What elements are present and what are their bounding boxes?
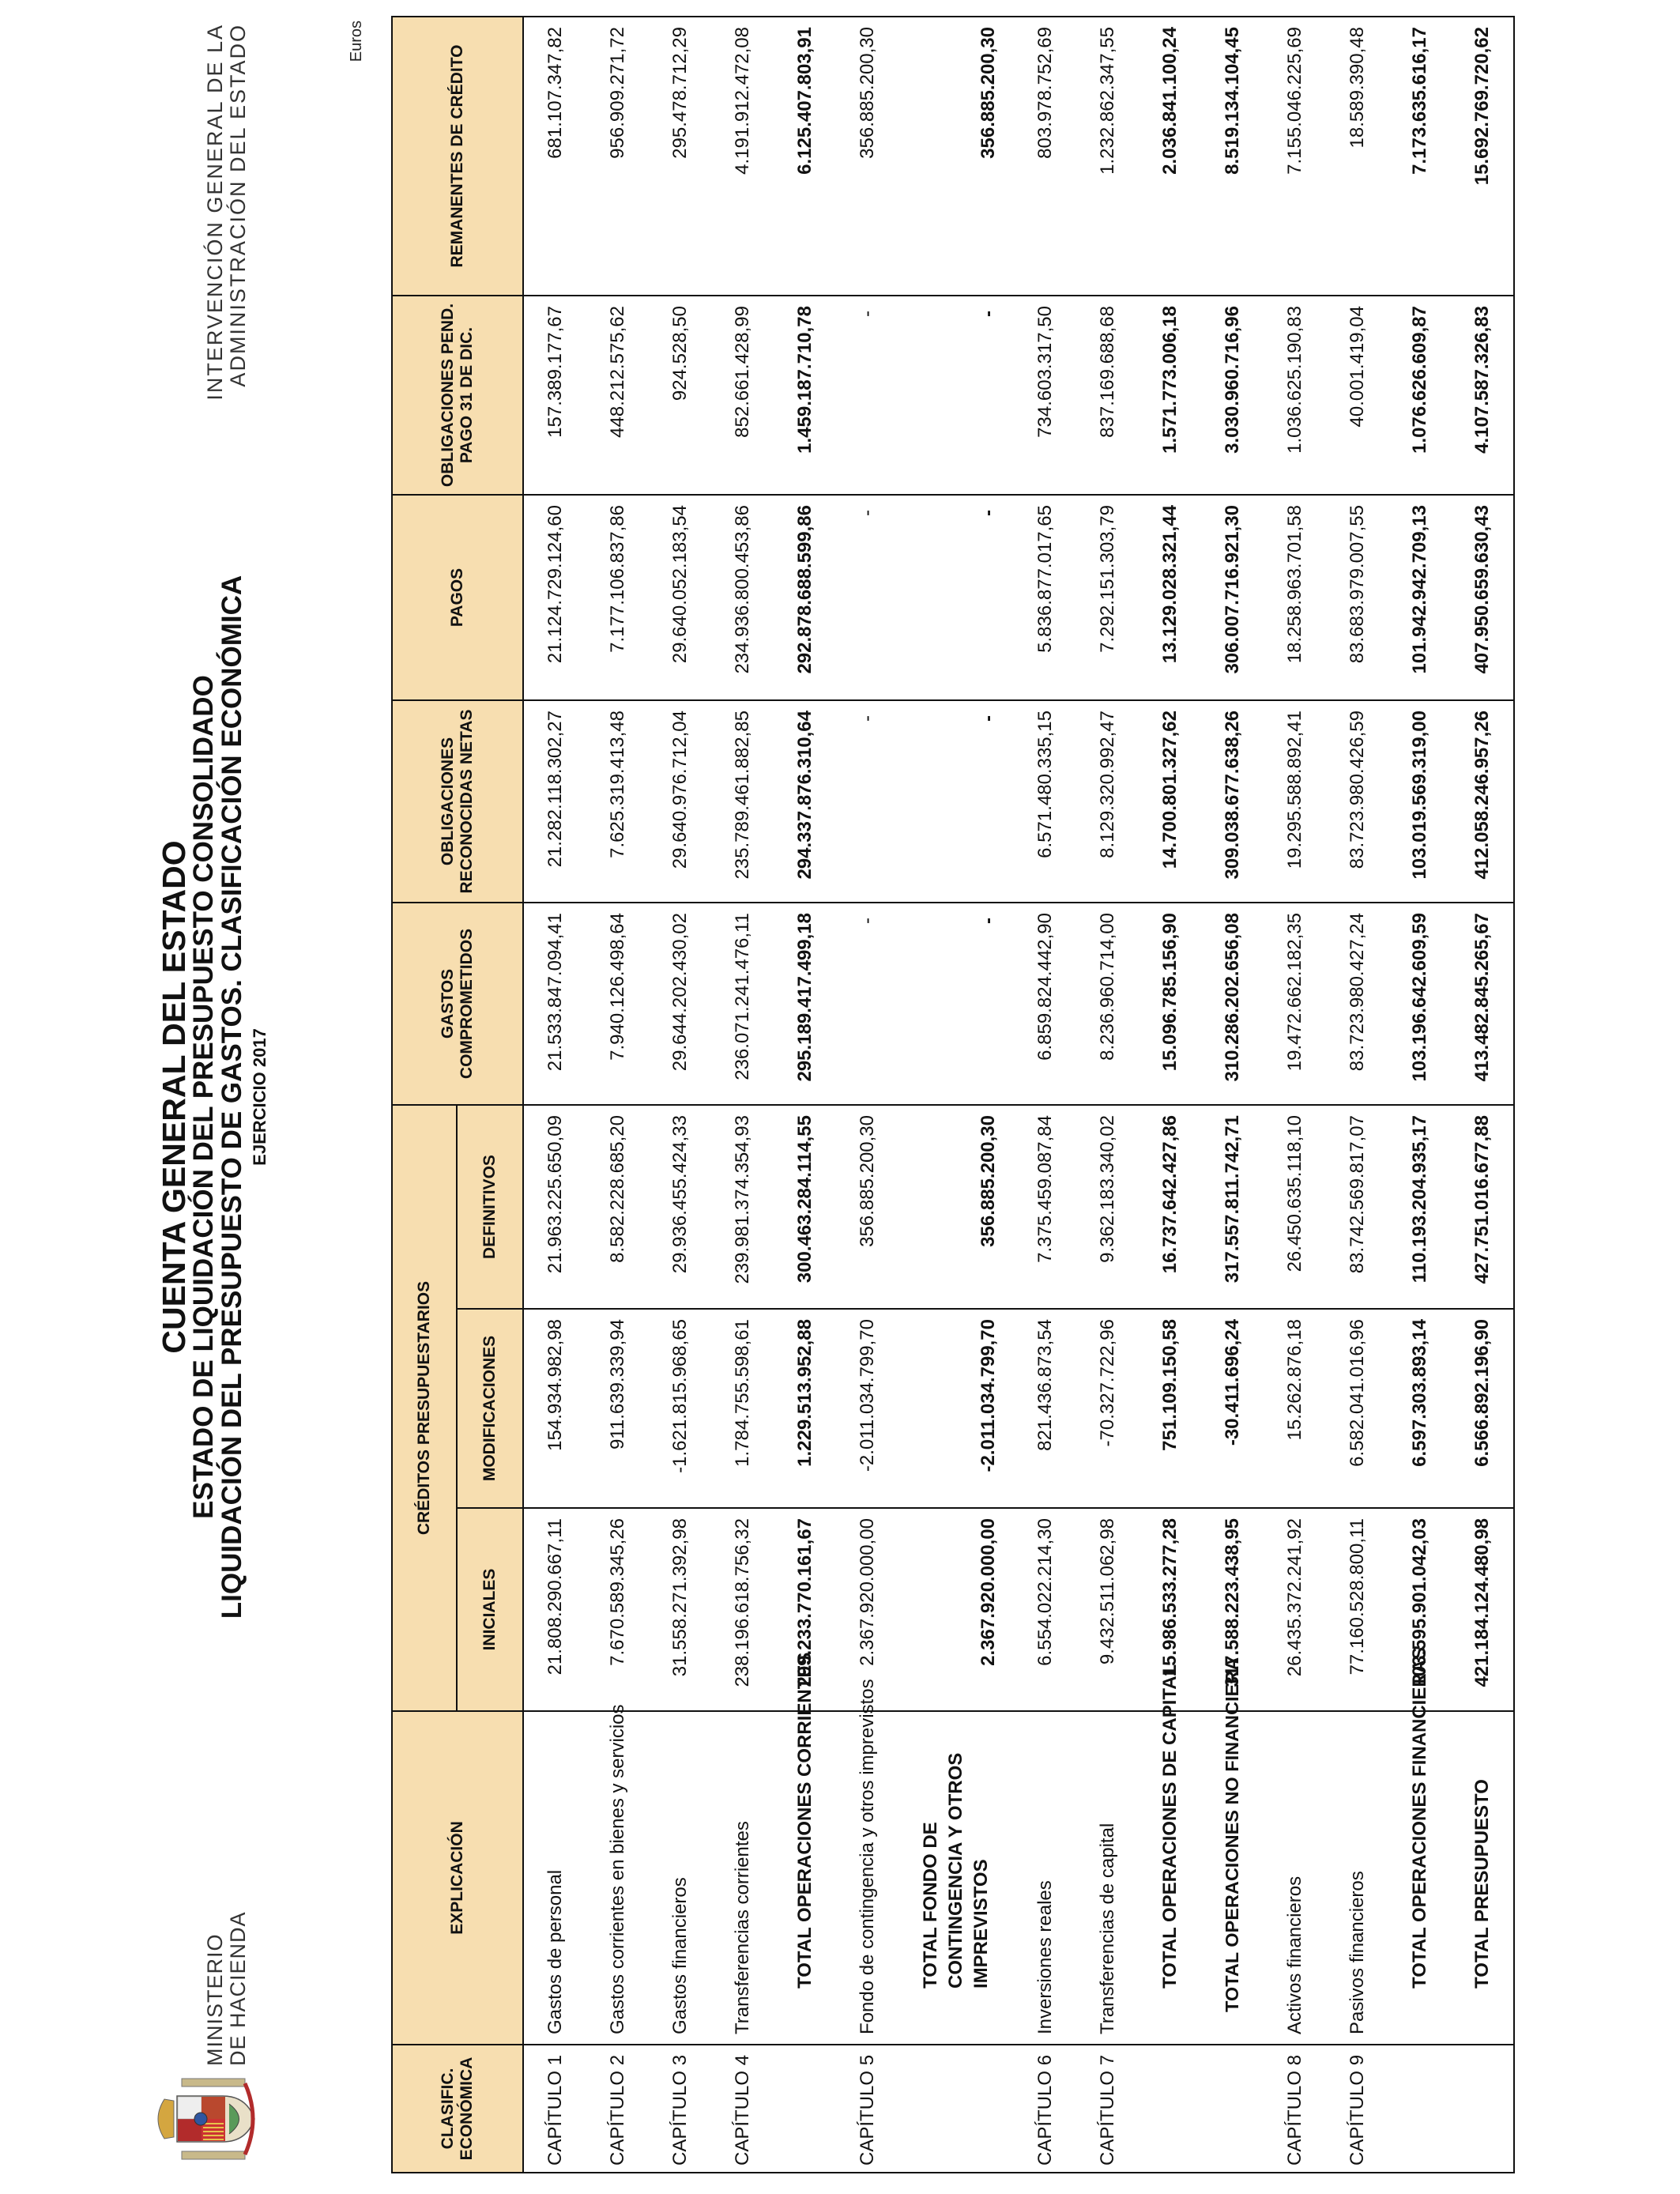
cell-iniciales: 9.432.511.062,98 <box>1076 1508 1139 1711</box>
cell-obligaciones-pendientes: - <box>898 296 1014 495</box>
cell-explicacion: Gastos corrientes en bienes y servicios <box>586 1711 649 2045</box>
cell-iniciales: 21.808.290.667,11 <box>523 1508 586 1711</box>
cell-capitulo <box>898 2045 1014 2173</box>
cell-pagos: - <box>836 495 898 700</box>
cell-obligaciones-reconocidas: 235.789.461.882,85 <box>711 700 774 903</box>
header-remanentes: REMANENTES DE CRÉDITO <box>392 17 523 296</box>
cell-capitulo: CAPÍTULO 8 <box>1264 2045 1326 2173</box>
cell-remanentes: 681.107.347,82 <box>523 17 586 296</box>
header-gastos: GASTOS COMPROMETIDOS <box>392 903 523 1105</box>
cell-obligaciones-reconocidas: 29.640.976.712,04 <box>649 700 711 903</box>
title-liquidacion-gastos: LIQUIDACIÓN DEL PRESUPUESTO DE GASTOS. CLASIFICACIÓN ECONÓMICA <box>217 575 247 1619</box>
cell-obligaciones-reconocidas: 14.700.801.327,62 <box>1139 700 1201 903</box>
header-obligaciones: OBLIGACIONES RECONOCIDAS NETAS <box>392 700 523 903</box>
cell-iniciales: 317.588.223.438,95 <box>1201 1508 1264 1711</box>
cell-capitulo: CAPÍTULO 7 <box>1076 2045 1139 2173</box>
cell-definitivos: 7.375.459.087,84 <box>1014 1105 1076 1309</box>
cell-modificaciones: -2.011.034.799,70 <box>836 1309 898 1508</box>
total-row <box>1388 17 1451 2173</box>
units-label: Euros <box>348 21 365 62</box>
cell-definitivos: 9.362.183.340,02 <box>1076 1105 1139 1309</box>
cell-obligaciones-reconocidas: 103.019.569.319,00 <box>1388 700 1451 903</box>
cell-remanentes: 18.589.390,48 <box>1326 17 1388 296</box>
cell-iniciales: 421.184.124.480,98 <box>1451 1508 1514 1711</box>
cell-gastos-comprometidos: 6.859.824.442,90 <box>1014 903 1076 1105</box>
cell-remanentes: 7.173.635.616,17 <box>1388 17 1451 296</box>
cell-remanentes: 1.232.862.347,55 <box>1076 17 1139 296</box>
cell-iniciales: 7.670.589.345,26 <box>586 1508 649 1711</box>
cell-gastos-comprometidos: 103.196.642.609,59 <box>1388 903 1451 1105</box>
cell-definitivos: 26.450.635.118,10 <box>1264 1105 1326 1309</box>
cell-obligaciones-reconocidas: 19.295.588.892,41 <box>1264 700 1326 903</box>
header-modificaciones: MODIFICACIONES <box>457 1309 523 1508</box>
cell-modificaciones: 751.109.150,58 <box>1139 1309 1201 1508</box>
header-pendientes: OBLIGACIONES PEND. PAGO 31 DE DIC. <box>392 296 523 495</box>
cell-gastos-comprometidos: 295.189.417.499,18 <box>774 903 836 1105</box>
cell-modificaciones: 15.262.876,18 <box>1264 1309 1326 1508</box>
table-row <box>586 17 649 2173</box>
cell-obligaciones-pendientes: 4.107.587.326,83 <box>1451 296 1514 495</box>
cell-iniciales: 6.554.022.214,30 <box>1014 1508 1076 1711</box>
cell-pagos: 29.640.052.183,54 <box>649 495 711 700</box>
cell-definitivos: 16.737.642.427,86 <box>1139 1105 1201 1309</box>
cell-obligaciones-pendientes: 852.661.428,99 <box>711 296 774 495</box>
cell-definitivos: 8.582.228.685,20 <box>586 1105 649 1309</box>
cell-gastos-comprometidos: 21.533.847.094,41 <box>523 903 586 1105</box>
cell-explicacion: Transferencias de capital <box>1076 1711 1139 2045</box>
cell-capitulo: CAPÍTULO 2 <box>586 2045 649 2173</box>
cell-definitivos: 239.981.374.354,93 <box>711 1105 774 1309</box>
cell-iniciales: 77.160.528.800,11 <box>1326 1508 1388 1711</box>
cell-remanentes: 7.155.046.225,69 <box>1264 17 1326 296</box>
header-clasif: CLASIFIC. ECONÓMICA <box>392 2045 523 2173</box>
table-row <box>1014 17 1076 2173</box>
cell-obligaciones-reconocidas: - <box>836 700 898 903</box>
cell-obligaciones-pendientes: 1.076.626.609,87 <box>1388 296 1451 495</box>
cell-obligaciones-reconocidas: 6.571.480.335,15 <box>1014 700 1076 903</box>
cell-pagos: 7.292.151.303,79 <box>1076 495 1139 700</box>
agency-name <box>204 24 250 401</box>
cell-iniciales: 2.367.920.000,00 <box>836 1508 898 1711</box>
cell-explicacion: TOTAL OPERACIONES NO FINANCIERA <box>1201 1711 1264 2045</box>
cell-remanentes: 956.909.271,72 <box>586 17 649 296</box>
cell-obligaciones-reconocidas: 294.337.876.310,64 <box>774 700 836 903</box>
cell-explicacion: TOTAL PRESUPUESTO <box>1451 1711 1514 2045</box>
cell-remanentes: 6.125.407.803,91 <box>774 17 836 296</box>
cell-remanentes: 356.885.200,30 <box>836 17 898 296</box>
cell-pagos: - <box>898 495 1014 700</box>
cell-pagos: 407.950.659.630,43 <box>1451 495 1514 700</box>
cell-modificaciones: 911.639.339,94 <box>586 1309 649 1508</box>
cell-remanentes: 356.885.200,30 <box>898 17 1014 296</box>
cell-modificaciones: 6.582.041.016,96 <box>1326 1309 1388 1508</box>
cell-remanentes: 4.191.912.472,08 <box>711 17 774 296</box>
header-definitivos: DEFINITIVOS <box>457 1105 523 1309</box>
cell-pagos: 18.258.963.701,58 <box>1264 495 1326 700</box>
cell-remanentes: 295.478.712,29 <box>649 17 711 296</box>
cell-gastos-comprometidos: 413.482.845.265,67 <box>1451 903 1514 1105</box>
cell-modificaciones: 821.436.873,54 <box>1014 1309 1076 1508</box>
cell-capitulo <box>1139 2045 1201 2173</box>
cell-pagos: 7.177.106.837,86 <box>586 495 649 700</box>
cell-definitivos: 427.751.016.677,88 <box>1451 1105 1514 1309</box>
cell-obligaciones-pendientes: 448.212.575,62 <box>586 296 649 495</box>
cell-explicacion: Gastos de personal <box>523 1711 586 2045</box>
cell-capitulo <box>774 2045 836 2173</box>
total-row <box>898 17 1014 2173</box>
cell-definitivos: 29.936.455.424,33 <box>649 1105 711 1309</box>
cell-pagos: 292.878.688.599,86 <box>774 495 836 700</box>
budget-table-body <box>523 17 1514 2173</box>
agency-line-2: ADMINISTRACIÓN DEL ESTADO <box>226 24 250 387</box>
cell-modificaciones: -1.621.815.968,65 <box>649 1309 711 1508</box>
total-row <box>1451 17 1514 2173</box>
cell-obligaciones-pendientes: 40.001.419,04 <box>1326 296 1388 495</box>
cell-obligaciones-pendientes: 734.603.317,50 <box>1014 296 1076 495</box>
cell-remanentes: 15.692.769.720,62 <box>1451 17 1514 296</box>
cell-capitulo: CAPÍTULO 1 <box>523 2045 586 2173</box>
cell-obligaciones-reconocidas: 309.038.677.638,26 <box>1201 700 1264 903</box>
cell-modificaciones: 1.229.513.952,88 <box>774 1309 836 1508</box>
cell-iniciales: 31.558.271.392,98 <box>649 1508 711 1711</box>
title-estado-liquidacion: ESTADO DE LIQUIDACIÓN DEL PRESUPUESTO CONSOLIDADO <box>188 675 219 1519</box>
cell-remanentes: 8.519.134.104,45 <box>1201 17 1264 296</box>
total-row <box>774 17 836 2173</box>
cell-pagos: 21.124.729.124,60 <box>523 495 586 700</box>
cell-iniciales: 299.233.770.161,67 <box>774 1508 836 1711</box>
cell-definitivos: 356.885.200,30 <box>898 1105 1014 1309</box>
cell-gastos-comprometidos: 236.071.241.476,11 <box>711 903 774 1105</box>
cell-obligaciones-pendientes: 3.030.960.716,96 <box>1201 296 1264 495</box>
title-cuenta-general: CUENTA GENERAL DEL ESTADO <box>156 840 192 1354</box>
total-row <box>1139 17 1201 2173</box>
cell-gastos-comprometidos: 15.096.785.156,90 <box>1139 903 1201 1105</box>
cell-explicacion: TOTAL OPERACIONES DE CAPITAL <box>1139 1711 1201 2045</box>
table-row <box>711 17 774 2173</box>
cell-explicacion: TOTAL FONDO DE CONTINGENCIA Y OTROS IMPREVISTOS <box>898 1711 1014 2045</box>
cell-capitulo: CAPÍTULO 3 <box>649 2045 711 2173</box>
cell-obligaciones-pendientes: 1.036.625.190,83 <box>1264 296 1326 495</box>
header-pagos: PAGOS <box>392 495 523 700</box>
cell-obligaciones-reconocidas: - <box>898 700 1014 903</box>
cell-explicacion: Activos financieros <box>1264 1711 1326 2045</box>
table-row <box>1326 17 1388 2173</box>
cell-explicacion: TOTAL OPERACIONES CORRIENTES <box>774 1711 836 2045</box>
cell-capitulo: CAPÍTULO 9 <box>1326 2045 1388 2173</box>
title-ejercicio: EJERCICIO 2017 <box>250 1028 269 1166</box>
cell-gastos-comprometidos: - <box>898 903 1014 1105</box>
cell-obligaciones-reconocidas: 7.625.319.413,48 <box>586 700 649 903</box>
header-iniciales: INICIALES <box>457 1508 523 1711</box>
cell-pagos: 101.942.942.709,13 <box>1388 495 1451 700</box>
table-row <box>836 17 898 2173</box>
cell-definitivos: 110.193.204.935,17 <box>1388 1105 1451 1309</box>
cell-definitivos: 21.963.225.650,09 <box>523 1105 586 1309</box>
cell-capitulo: CAPÍTULO 5 <box>836 2045 898 2173</box>
cell-modificaciones: -2.011.034.799,70 <box>898 1309 1014 1508</box>
cell-pagos: 13.129.028.321,44 <box>1139 495 1201 700</box>
cell-pagos: 83.683.979.007,55 <box>1326 495 1388 700</box>
table-row <box>1264 17 1326 2173</box>
cell-iniciales: 238.196.618.756,32 <box>711 1508 774 1711</box>
cell-explicacion: TOTAL OPERACIONES FINANCIERAS <box>1388 1711 1451 2045</box>
cell-obligaciones-pendientes: 837.169.688,68 <box>1076 296 1139 495</box>
table-row <box>649 17 711 2173</box>
cell-obligaciones-pendientes: 924.528,50 <box>649 296 711 495</box>
cell-explicacion: Pasivos financieros <box>1326 1711 1388 2045</box>
cell-gastos-comprometidos: - <box>836 903 898 1105</box>
cell-obligaciones-reconocidas: 21.282.118.302,27 <box>523 700 586 903</box>
cell-modificaciones: 1.784.755.598,61 <box>711 1309 774 1508</box>
cell-obligaciones-reconocidas: 83.723.980.426,59 <box>1326 700 1388 903</box>
total-row <box>1201 17 1264 2173</box>
cell-iniciales: 15.986.533.277,28 <box>1139 1508 1201 1711</box>
cell-iniciales: 2.367.920.000,00 <box>898 1508 1014 1711</box>
cell-gastos-comprometidos: 19.472.662.182,35 <box>1264 903 1326 1105</box>
agency-line-1: INTERVENCIÓN GENERAL DE LA <box>203 24 227 401</box>
ministry-line-1: MINISTERIO <box>203 1933 227 2066</box>
budget-table <box>391 16 1515 2173</box>
cell-obligaciones-reconocidas: 8.129.320.992,47 <box>1076 700 1139 903</box>
cell-gastos-comprometidos: 7.940.126.498,64 <box>586 903 649 1105</box>
cell-explicacion: Gastos financieros <box>649 1711 711 2045</box>
cell-capitulo: CAPÍTULO 6 <box>1014 2045 1076 2173</box>
cell-remanentes: 803.978.752,69 <box>1014 17 1076 296</box>
cell-gastos-comprometidos: 310.286.202.656,08 <box>1201 903 1264 1105</box>
cell-iniciales: 26.435.372.241,92 <box>1264 1508 1326 1711</box>
cell-capitulo <box>1451 2045 1514 2173</box>
cell-explicacion: Inversiones reales <box>1014 1711 1076 2045</box>
cell-gastos-comprometidos: 8.236.960.714,00 <box>1076 903 1139 1105</box>
table-row <box>1076 17 1139 2173</box>
cell-pagos: 234.936.800.453,86 <box>711 495 774 700</box>
table-row <box>523 17 586 2173</box>
cell-definitivos: 300.463.284.114,55 <box>774 1105 836 1309</box>
cell-definitivos: 356.885.200,30 <box>836 1105 898 1309</box>
cell-pagos: 5.836.877.017,65 <box>1014 495 1076 700</box>
cell-explicacion: Fondo de contingencia y otros imprevistos <box>836 1711 898 2045</box>
cell-modificaciones: 154.934.982,98 <box>523 1309 586 1508</box>
cell-definitivos: 83.742.569.817,07 <box>1326 1105 1388 1309</box>
cell-obligaciones-pendientes: 1.571.773.006,18 <box>1139 296 1201 495</box>
cell-modificaciones: -70.327.722,96 <box>1076 1309 1139 1508</box>
cell-obligaciones-pendientes: 157.389.177,67 <box>523 296 586 495</box>
cell-capitulo <box>1388 2045 1451 2173</box>
cell-modificaciones: -30.411.696,24 <box>1201 1309 1264 1508</box>
cell-remanentes: 2.036.841.100,24 <box>1139 17 1201 296</box>
cell-obligaciones-reconocidas: 412.058.246.957,26 <box>1451 700 1514 903</box>
header-explicacion: EXPLICACIÓN <box>392 1711 523 2045</box>
cell-iniciales: 103.595.901.042,03 <box>1388 1508 1451 1711</box>
cell-obligaciones-pendientes: 1.459.187.710,78 <box>774 296 836 495</box>
header-creditos: CRÉDITOS PRESUPUESTARIOS <box>392 1105 457 1711</box>
ministry-line-2: DE HACIENDA <box>226 1911 250 2066</box>
cell-modificaciones: 6.597.303.893,14 <box>1388 1309 1451 1508</box>
cell-capitulo <box>1201 2045 1264 2173</box>
cell-obligaciones-pendientes: - <box>836 296 898 495</box>
cell-modificaciones: 6.566.892.196,90 <box>1451 1309 1514 1508</box>
cell-gastos-comprometidos: 29.644.202.430,02 <box>649 903 711 1105</box>
cell-pagos: 306.007.716.921,30 <box>1201 495 1264 700</box>
cell-gastos-comprometidos: 83.723.980.427,24 <box>1326 903 1388 1105</box>
cell-definitivos: 317.557.811.742,71 <box>1201 1105 1264 1309</box>
cell-explicacion: Transferencias corrientes <box>711 1711 774 2045</box>
cell-capitulo: CAPÍTULO 4 <box>711 2045 774 2173</box>
